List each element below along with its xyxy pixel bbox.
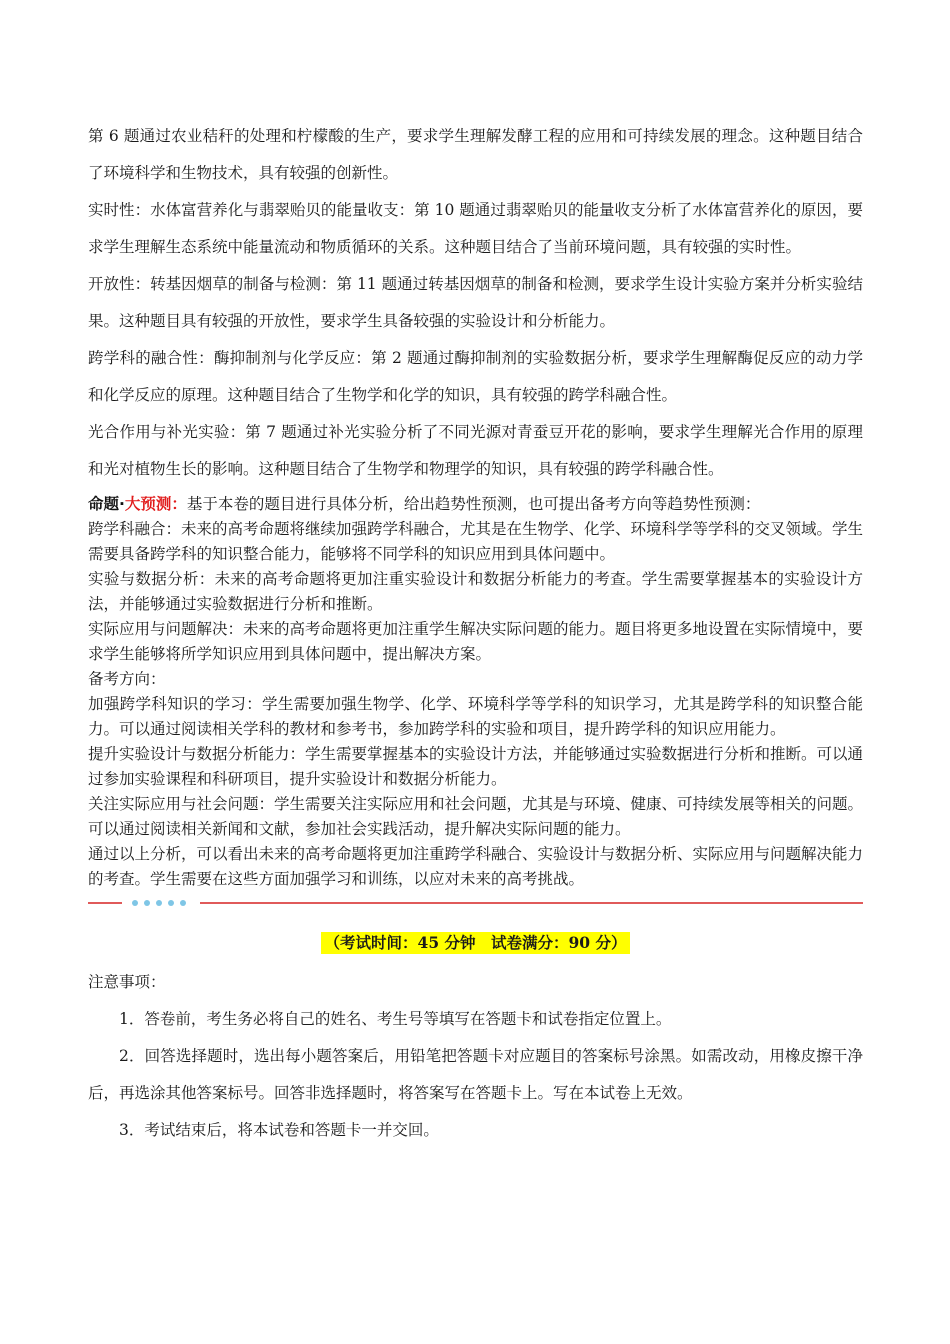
prediction-item: 跨学科融合：未来的高考命题将继续加强跨学科融合，尤其是在生物学、化学、环境科学等学科的交叉领域。学生需要具备跨学科的知识整合能力，能够将不同学科的知识应用到具体问题中。 xyxy=(88,520,864,563)
prep-direction-heading: 备考方向： xyxy=(88,670,166,688)
exam-info-row xyxy=(88,932,863,954)
analysis-paragraph-realtime: 实时性：水体富营养化与翡翠贻贝的能量收支：第 10 题通过翡翠贻贝的能量收支分析了水体富营养化的原因，要求学生理解生态系统中能量流动和物质循环的关系。这种题目结合了当前环境问题，具有较强的实时性。 xyxy=(88,201,863,256)
prediction-heading xyxy=(88,492,863,517)
divider-dot xyxy=(144,900,150,906)
divider-dots xyxy=(132,897,186,909)
prediction-item: 实际应用与问题解决：未来的高考命题将更加注重学生解决实际问题的能力。题目将更多地设置在实际情境中，要求学生能够将所学知识应用到具体问题中，提出解决方案。 xyxy=(88,620,864,663)
analysis-paragraph-openness: 开放性：转基因烟草的制备与检测：第 11 题通过转基因烟草的制备和检测，要求学生设计实验方案并分析实验结果。这种题目具有较强的开放性，要求学生具备较强的实验设计和分析能力。 xyxy=(88,275,863,330)
prediction-item: 提升实验设计与数据分析能力：学生需要掌握基本的实验设计方法，并能够通过实验数据进行分析和推断。可以通过参加实验课程和科研项目，提升实验设计和数据分析能力。 xyxy=(88,745,864,788)
prediction-intro: 基于本卷的题目进行具体分析，给出趋势性预测，也可提出备考方向等趋势性预测： xyxy=(186,495,761,513)
prediction-item: 实验与数据分析：未来的高考命题将更加注重实验设计和数据分析能力的考查。学生需要掌握基本的实验设计方法，并能够通过实验数据进行分析和推断。 xyxy=(88,570,863,613)
exam-info-highlight: （考试时间：45 分钟 试卷满分：90 分） xyxy=(321,932,631,954)
divider-line-left xyxy=(88,902,122,904)
document-page xyxy=(88,118,863,1149)
divider-dot xyxy=(132,900,138,906)
prediction-label-part1: 命题· xyxy=(88,495,125,513)
note-item: 2．回答选择题时，选出每小题答案后，用铅笔把答题卡对应题目的答案标号涂黑。如需改动，用橡皮擦干净后，再选涂其他答案标号。回答非选择题时，将答案写在答题卡上。写在本试卷上无效。 xyxy=(88,1047,863,1102)
divider-dot xyxy=(156,900,162,906)
prediction-item: 关注实际应用与社会问题：学生需要关注实际应用和社会问题，尤其是与环境、健康、可持续发展等相关的问题。可以通过阅读相关新闻和文献，参加社会实践活动，提升解决实际问题的能力。 xyxy=(88,795,864,838)
analysis-paragraph-q6: 第 6 题通过农业秸秆的处理和柠檬酸的生产，要求学生理解发酵工程的应用和可持续发展的理念。这种题目结合了环境科学和生物技术，具有较强的创新性。 xyxy=(88,127,863,182)
note-item: 1．答卷前，考生务必将自己的姓名、考生号等填写在答题卡和试卷指定位置上。 xyxy=(119,1010,672,1028)
notes-title: 注意事项： xyxy=(88,973,166,991)
analysis-paragraph-photosynthesis: 光合作用与补光实验：第 7 题通过补光实验分析了不同光源对青蚕豆开花的影响，要求学生理解光合作用的原理和光对植物生长的影响。这种题目结合了生物学和物理学的知识，具有较强的跨学科融合性。 xyxy=(88,423,863,478)
section-divider xyxy=(88,896,863,910)
divider-line-right xyxy=(200,902,863,904)
prediction-item: 加强跨学科知识的学习：学生需要加强生物学、化学、环境科学等学科的知识学习，尤其是跨学科的知识整合能力。可以通过阅读相关学科的教材和参考书，参加跨学科的实验和项目，提升跨学科的知识应用能力。 xyxy=(88,695,863,738)
analysis-paragraph-interdisciplinary: 跨学科的融合性：酶抑制剂与化学反应：第 2 题通过酶抑制剂的实验数据分析，要求学生理解酶促反应的动力学和化学反应的原理。这种题目结合了生物学和化学的知识，具有较强的跨学科融合性。 xyxy=(88,349,863,404)
prediction-label-part2: 大预测 xyxy=(124,495,172,513)
divider-dot xyxy=(168,900,174,906)
prediction-summary: 通过以上分析，可以看出未来的高考命题将更加注重跨学科融合、实验设计与数据分析、实际应用与问题解决能力的考查。学生需要在这些方面加强学习和训练，以应对未来的高考挑战。 xyxy=(88,845,864,888)
divider-dot xyxy=(180,900,186,906)
prediction-label-colon: ： xyxy=(171,495,187,513)
note-item: 3．考试结束后，将本试卷和答题卡一并交回。 xyxy=(119,1121,439,1139)
